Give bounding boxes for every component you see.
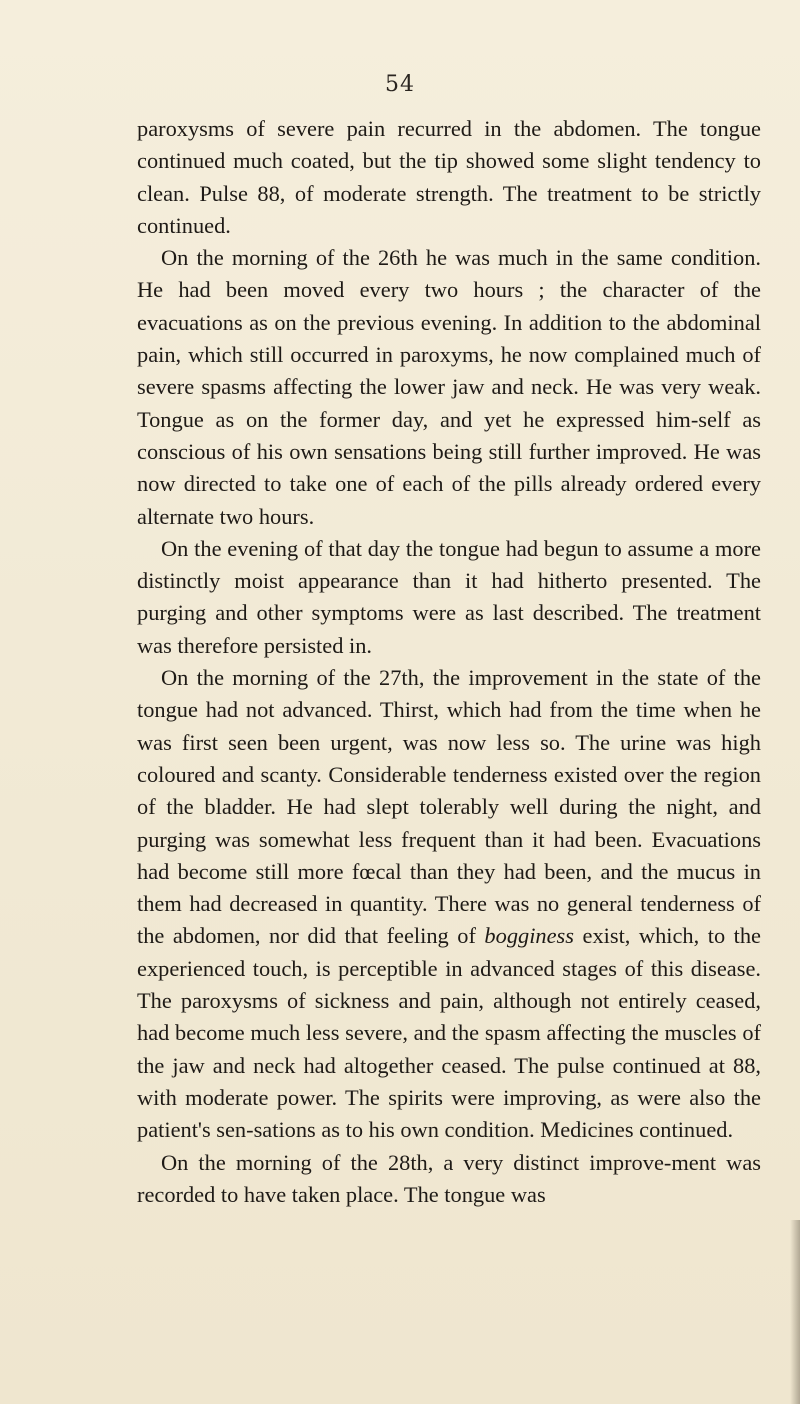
body-text <box>137 113 761 1211</box>
page-number: 54 <box>385 72 415 97</box>
paragraph-4-text-a: On the morning of the 27th, the improvement in the state of the tongue had not advanced. Thirst, which had from the time when he was first seen been urgent, was now less so. The urine was high coloured and scanty. Considerable tenderness existed over the region of the bladder. He had slept tolerably well during the night, and purging was somewhat less frequent than it had been. Evacuations had become still more fœcal than they had been, and the mucus in them had decreased in quantity. There was no general tenderness of the abdomen, nor did that feeling of <box>137 665 761 949</box>
paragraph-4-text-b: exist, which, to the experienced touch, is perceptible in advanced stages of this disease. The paroxysms of sickness and pain, although not entirely ceased, had become much less severe, and the spasm affecting the muscles of the jaw and neck had altogether ceased. The pulse continued at 88, with moderate power. The spirits were improving, as were also the patient's sen-sations as to his own condition. Medicines continued. <box>137 923 761 1143</box>
paragraph-4-italic-term: bogginess <box>484 923 574 949</box>
page-edge-shadow <box>790 1220 800 1404</box>
paragraph-5: On the morning of the 28th, a very distinct improve-ment was recorded to have taken place. The tongue was <box>137 1149 761 1207</box>
paragraph-1: paroxysms of severe pain recurred in the abdomen. The tongue continued much coated, but the tip showed some slight tendency to clean. Pulse 88, of moderate strength. The treatment to be strictly continued. <box>137 116 761 238</box>
paragraph-4 <box>137 662 761 1146</box>
paragraph-2: On the morning of the 26th he was much in the same condition. He had been moved every two hours ; the character of the evacuations as on the previous evening. In addition to the abdominal pain, which still occurred in paroxyms, he now complained much of severe spasms affecting the lower jaw and neck. He was very weak. Tongue as on the former day, and yet he expressed him-self as conscious of his own sensations being still further improved. He was now directed to take one of each of the pills already ordered every alternate two hours. <box>137 245 761 529</box>
paragraph-3: On the evening of that day the tongue had begun to assume a more distinctly moist appearance than it had hitherto presented. The purging and other symptoms were as last described. The treatment was therefore persisted in. <box>137 535 761 658</box>
